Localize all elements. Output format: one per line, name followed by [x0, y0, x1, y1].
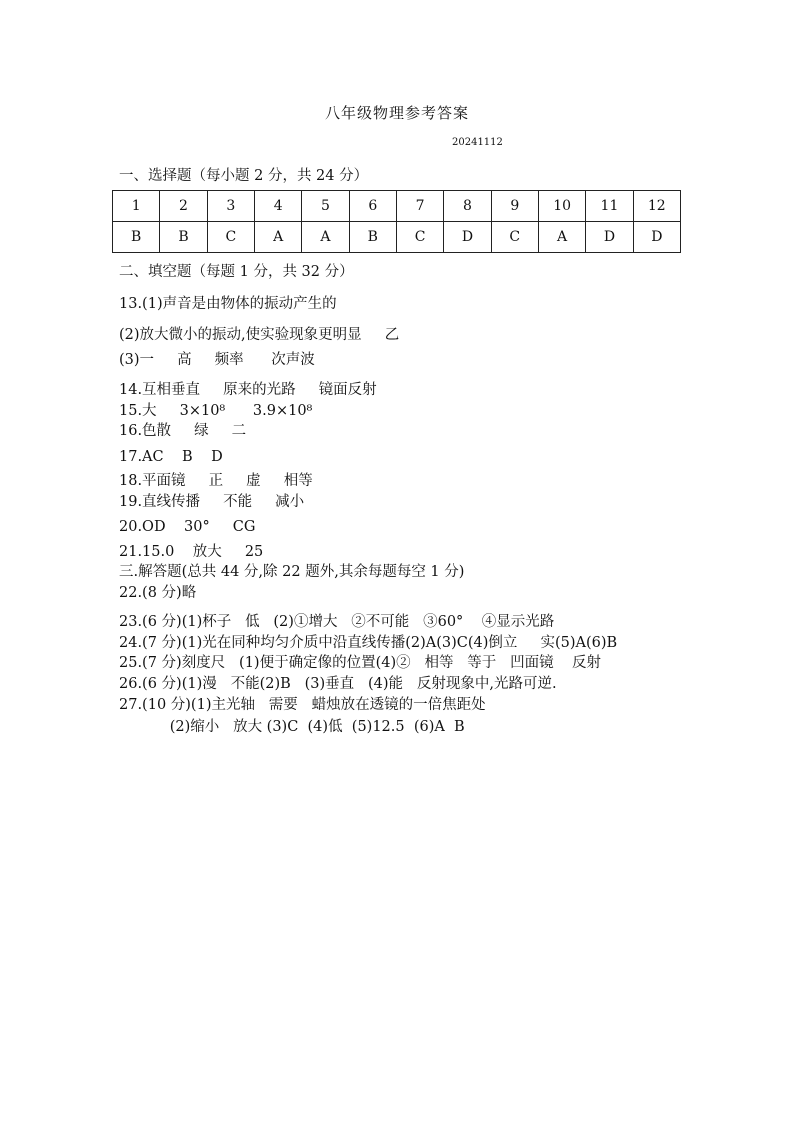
- section2-heading: 二、填空题（每题 1 分，共 32 分）: [119, 264, 354, 280]
- question-number-row: [113, 191, 681, 222]
- question-number: 9: [491, 191, 538, 222]
- answer-line-25: 25.(7 分)刻度尺 (1)便于确定像的位置(4)② 相等 等于 凹面镜 反射: [119, 655, 602, 671]
- answer-line-26: 26.(6 分)(1)漫 不能(2)B (3)垂直 (4)能 反射现象中,光路可逆.: [119, 676, 557, 692]
- question-number: 12: [633, 191, 680, 222]
- question-number: 7: [396, 191, 443, 222]
- answer-line-13-1: 13.(1)声音是由物体的振动产生的: [119, 296, 337, 312]
- answer-line-24: 24.(7 分)(1)光在同种均匀介质中沿直线传播(2)A(3)C(4)倒立 实(5)A(6)B: [119, 635, 618, 651]
- question-number: 6: [349, 191, 396, 222]
- answer-cell: B: [349, 222, 396, 253]
- answer-cell: C: [207, 222, 254, 253]
- question-number: 2: [160, 191, 207, 222]
- answer-cell: A: [538, 222, 585, 253]
- answer-line-14: 14.互相垂直 原来的光路 镜面反射: [119, 382, 377, 398]
- answer-line-27-1: 27.(10 分)(1)主光轴 需要 蜡烛放在透镜的一倍焦距处: [119, 697, 486, 713]
- page-title: 八年级物理参考答案: [324, 104, 469, 122]
- answer-cell: C: [491, 222, 538, 253]
- section1-heading: 一、选择题（每小题 2 分，共 24 分）: [119, 168, 369, 184]
- answer-line-23: 23.(6 分)(1)杯子 低 (2)①增大 ②不可能 ③60° ④显示光路: [119, 614, 555, 630]
- answer-line-13-2: (2)放大微小的振动,使实验现象更明显 乙: [119, 327, 400, 343]
- answer-line-19: 19.直线传播 不能 减小: [119, 494, 305, 510]
- answer-line-22: 22.(8 分)略: [119, 585, 197, 601]
- answer-line-15: 15.大 3×10⁸ 3.9×10⁸: [119, 403, 313, 419]
- answer-cell: C: [396, 222, 443, 253]
- answer-table: [112, 190, 681, 253]
- question-number: 3: [207, 191, 254, 222]
- answer-line-18: 18.平面镜 正 虚 相等: [119, 473, 313, 489]
- question-number: 4: [254, 191, 301, 222]
- answer-line-13-3: (3)一 高 频率 次声波: [119, 352, 315, 368]
- answer-line-20: 20.OD 30° CG: [119, 519, 256, 535]
- answer-line-27-2: (2)缩小 放大 (3)C (4)低 (5)12.5 (6)A B: [119, 719, 465, 735]
- question-number: 1: [113, 191, 160, 222]
- answer-cell: B: [113, 222, 160, 253]
- question-number: 11: [586, 191, 633, 222]
- question-number: 10: [538, 191, 585, 222]
- document-date: 20241112: [452, 137, 503, 148]
- answer-row: [113, 222, 681, 253]
- answer-cell: A: [254, 222, 301, 253]
- answer-line-17: 17.AC B D: [119, 449, 223, 465]
- answer-cell: D: [444, 222, 491, 253]
- question-number: 5: [302, 191, 349, 222]
- answer-cell: D: [586, 222, 633, 253]
- answer-cell: A: [302, 222, 349, 253]
- answer-cell: B: [160, 222, 207, 253]
- answer-line-21: 21.15.0 放大 25: [119, 544, 264, 560]
- question-number: 8: [444, 191, 491, 222]
- section3-heading: 三.解答题(总共 44 分,除 22 题外,其余每题每空 1 分): [119, 564, 465, 580]
- answer-line-16: 16.色散 绿 二: [119, 423, 247, 439]
- answer-cell: D: [633, 222, 680, 253]
